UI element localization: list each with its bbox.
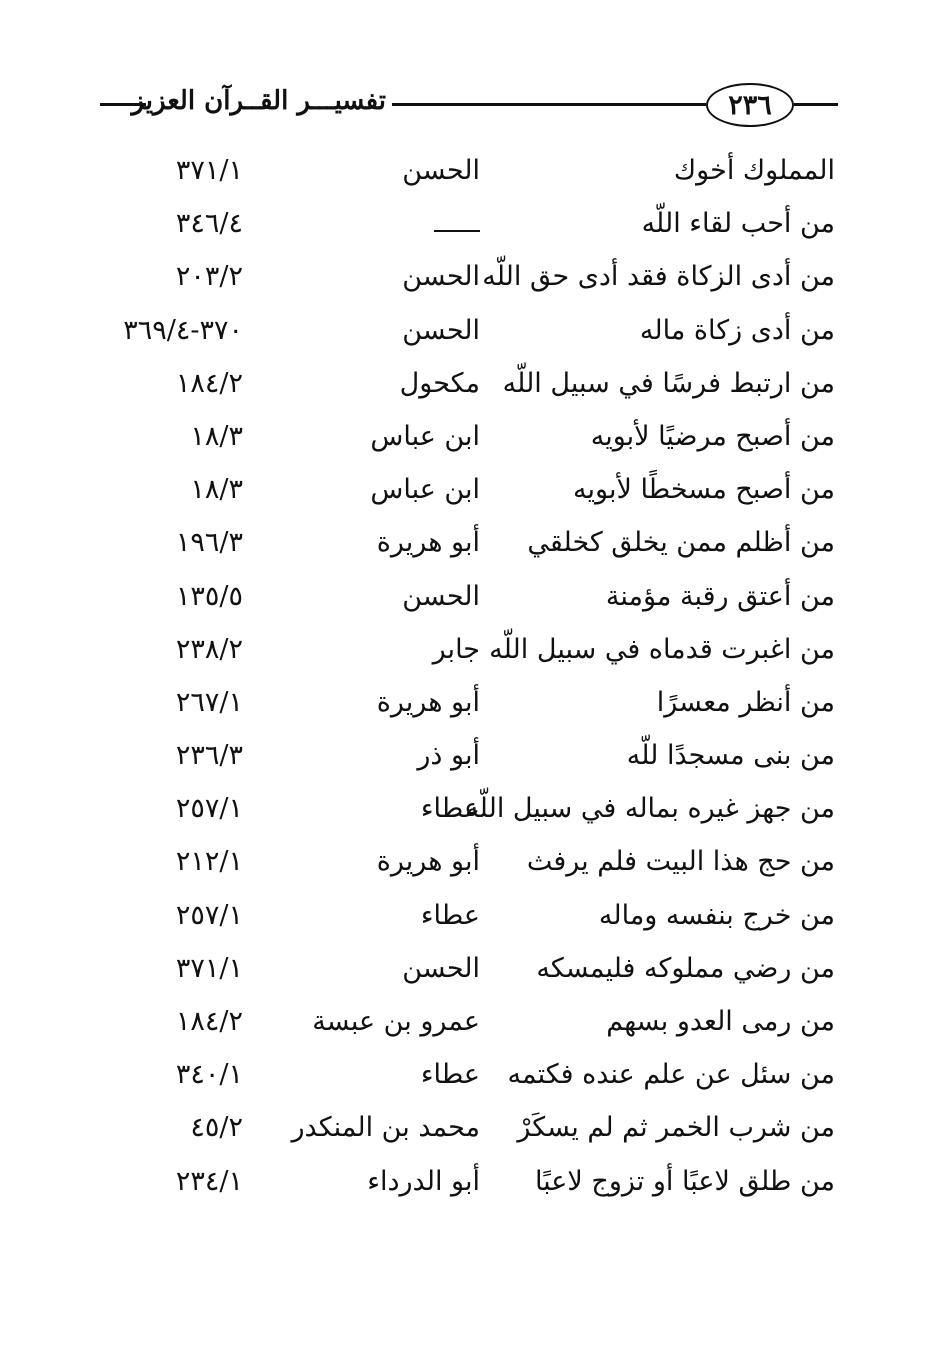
index-row [0, 678, 933, 731]
hadith-text: من جهز غيره بماله في سبيل اللّه [465, 793, 835, 825]
volume-page-ref: ٣٧٠-٣٦٩/٤ [123, 314, 243, 346]
hadith-text: من خرج بنفسه وماله [598, 899, 835, 931]
book-title: تفسيـــر القــرآن العزيز [131, 86, 386, 116]
hadith-text: من أعتق رقبة مؤمنة [605, 580, 835, 612]
index-row [0, 252, 933, 305]
narrator: ابن عباس [370, 420, 480, 452]
volume-page-ref: ٣٧١/١ [175, 155, 243, 186]
index-table [0, 146, 933, 1210]
index-row [0, 146, 933, 199]
index-row [0, 518, 933, 571]
header-rule-left [100, 103, 146, 106]
hadith-text: المملوك أخوك [673, 155, 835, 186]
index-row [0, 731, 933, 784]
narrator: مكحول [399, 367, 480, 399]
page-number: ٢٣٦ [706, 83, 794, 127]
hadith-text: من أظلم ممن يخلق كخلقي [527, 527, 835, 559]
volume-page-ref: ١٣٥/٥ [175, 580, 243, 612]
hadith-text: من بنى مسجدًا للّه [626, 740, 835, 772]
volume-page-ref: ١٨/٣ [190, 474, 243, 506]
hadith-text: من اغبرت قدماه في سبيل اللّه [489, 633, 835, 665]
volume-page-ref: ١٨/٣ [190, 420, 243, 452]
index-row [0, 625, 933, 678]
hadith-text: من ارتبط فرسًا في سبيل اللّه [502, 367, 835, 399]
narrator: عمرو بن عبسة [312, 1006, 480, 1037]
index-row [0, 891, 933, 944]
index-row [0, 1050, 933, 1103]
volume-page-ref: ٢٣٤/١ [175, 1165, 243, 1197]
header-rule-middle [392, 103, 706, 106]
narrator: الحسن [402, 952, 480, 984]
volume-page-ref: ٢٠٣/٢ [175, 261, 243, 293]
hadith-text: من حج هذا البيت فلم يرفث [526, 846, 835, 878]
narrator: ابن عباس [370, 474, 480, 506]
hadith-text: من أحب لقاء اللّه [641, 208, 835, 240]
volume-page-ref: ٤٥/٢ [190, 1112, 243, 1144]
volume-page-ref: ٢١٢/١ [175, 846, 243, 878]
volume-page-ref: ١٨٤/٢ [175, 1006, 243, 1037]
volume-page-ref: ٢٥٧/١ [175, 899, 243, 931]
index-row [0, 572, 933, 625]
index-row [0, 412, 933, 465]
narrator: أبو الدرداء [367, 1165, 480, 1197]
narrator: أبو هريرة [376, 846, 480, 878]
volume-page-ref: ٣٧١/١ [175, 952, 243, 984]
no-narrator-dash [434, 230, 480, 232]
narrator: الحسن [402, 314, 480, 346]
index-row [0, 837, 933, 890]
hadith-text: من رضي مملوكه فليمسكه [536, 952, 835, 984]
hadith-text: من رمى العدو بسهم [606, 1006, 835, 1037]
hadith-text: من شرب الخمر ثم لم يسكَرْ [517, 1112, 835, 1144]
index-row [0, 997, 933, 1050]
hadith-text: من أنظر معسرًا [656, 686, 835, 718]
volume-page-ref: ٢٣٨/٢ [175, 633, 243, 665]
narrator: الحسن [402, 261, 480, 293]
hadith-text: من أصبح مرضيًا لأبويه [590, 420, 835, 452]
narrator: عطاء [420, 899, 480, 931]
index-row [0, 199, 933, 252]
index-row [0, 1103, 933, 1156]
narrator: الحسن [402, 155, 480, 186]
hadith-text: من أدى زكاة ماله [639, 314, 835, 346]
narrator: جابر [432, 633, 480, 665]
index-row [0, 784, 933, 837]
volume-page-ref: ٢٥٧/١ [175, 793, 243, 825]
volume-page-ref: ٢٣٦/٣ [175, 740, 243, 772]
hadith-text: من أصبح مسخطًا لأبويه [573, 474, 835, 506]
volume-page-ref: ٣٤٦/٤ [175, 208, 243, 240]
volume-page-ref: ١٨٤/٢ [175, 367, 243, 399]
hadith-text: من أدى الزكاة فقد أدى حق اللّه [482, 261, 835, 293]
index-row [0, 465, 933, 518]
narrator: الحسن [402, 580, 480, 612]
volume-page-ref: ١٩٦/٣ [175, 527, 243, 559]
hadith-text: من طلق لاعبًا أو تزوج لاعبًا [534, 1165, 835, 1197]
volume-page-ref: ٢٦٧/١ [175, 686, 243, 718]
narrator: عطاء [420, 1059, 480, 1091]
narrator: محمد بن المنكدر [291, 1112, 480, 1144]
index-row [0, 306, 933, 359]
header-rule-right [794, 103, 838, 106]
hadith-text: من سئل عن علم عنده فكتمه [507, 1059, 835, 1091]
narrator: أبو هريرة [376, 686, 480, 718]
narrator: أبو هريرة [376, 527, 480, 559]
index-row [0, 1157, 933, 1210]
narrator: أبو ذر [417, 740, 480, 772]
volume-page-ref: ٣٤٠/١ [175, 1059, 243, 1091]
narrator: عطاء [420, 793, 480, 825]
index-row [0, 359, 933, 412]
page-header [100, 80, 838, 128]
index-row [0, 944, 933, 997]
